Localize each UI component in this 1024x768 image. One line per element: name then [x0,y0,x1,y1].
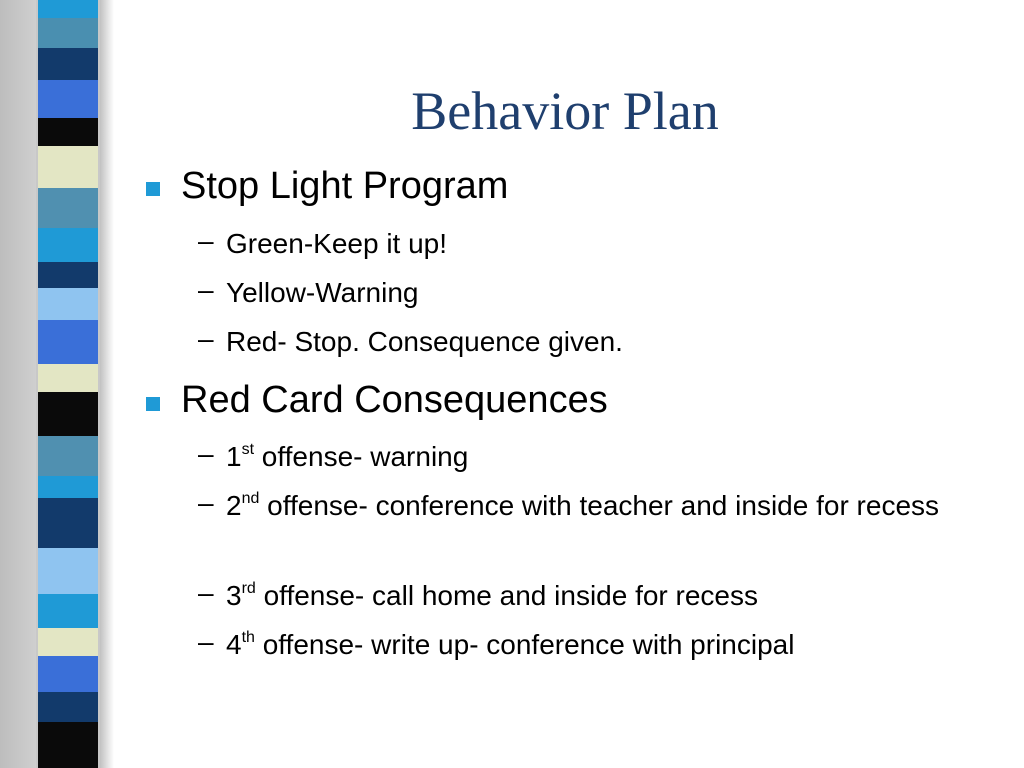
stripe-band [38,0,98,18]
list-item [226,273,1006,313]
stripe-band [38,262,98,288]
item-text: Yellow-Warning [226,277,419,308]
bullet-square-icon [146,397,160,411]
stripe-band [38,288,98,320]
list-item [226,437,1006,477]
section-heading: Stop Light Program [181,165,509,207]
item-ordinal-suffix: rd [241,580,256,597]
item-ordinal-suffix: st [241,441,255,458]
stripe-band [38,320,98,364]
stripe-band [38,146,98,188]
section-heading: Red Card Consequences [181,379,608,421]
dash-icon: – [198,487,214,518]
item-number: 1 [226,441,242,472]
stripe-band [38,548,98,594]
item-ordinal-suffix: th [241,629,255,646]
dash-icon: – [198,323,214,354]
stripe-band [38,188,98,228]
stripe-band [38,692,98,722]
stripe-band [38,364,98,392]
stripe-band [38,498,98,548]
stripe-band [38,722,98,768]
item-text: offense- call home and inside for recess [255,580,759,611]
dash-icon: – [198,577,214,608]
item-text: Green-Keep it up! [226,228,448,259]
stripe-band [38,118,98,146]
list-item [226,625,1006,665]
stripe-band [38,392,98,436]
list-item [226,322,1006,362]
item-number: 2 [226,490,242,521]
stripe-band [38,628,98,656]
stripe-left-edge [0,0,36,768]
list-item [226,224,1006,264]
stripe-band [38,476,98,498]
dash-icon: – [198,225,214,256]
item-number: 4 [226,629,242,660]
dash-icon: – [198,274,214,305]
stripe-band [38,18,98,48]
stripe-band [38,656,98,692]
item-ordinal-suffix: nd [241,490,260,507]
stripe-band [38,80,98,118]
stripe-band [38,228,98,262]
slide-title: Behavior Plan [411,81,719,141]
item-text: offense- write up- conference with principal [254,629,795,660]
stripe-band [38,436,98,476]
bullet-square-icon [146,182,160,196]
list-item [226,486,1006,526]
decorative-stripe-column [0,0,100,768]
item-text: Red- Stop. Consequence given. [226,326,623,357]
stripe-band [38,594,98,628]
dash-icon: – [198,626,214,657]
dash-icon: – [198,438,214,469]
stripe-band [38,48,98,80]
item-text: offense- conference with teacher and inside for recess [259,490,940,521]
item-number: 3 [226,580,242,611]
stripe-shadow [98,0,114,768]
list-item [226,576,1006,616]
item-text: offense- warning [254,441,469,472]
